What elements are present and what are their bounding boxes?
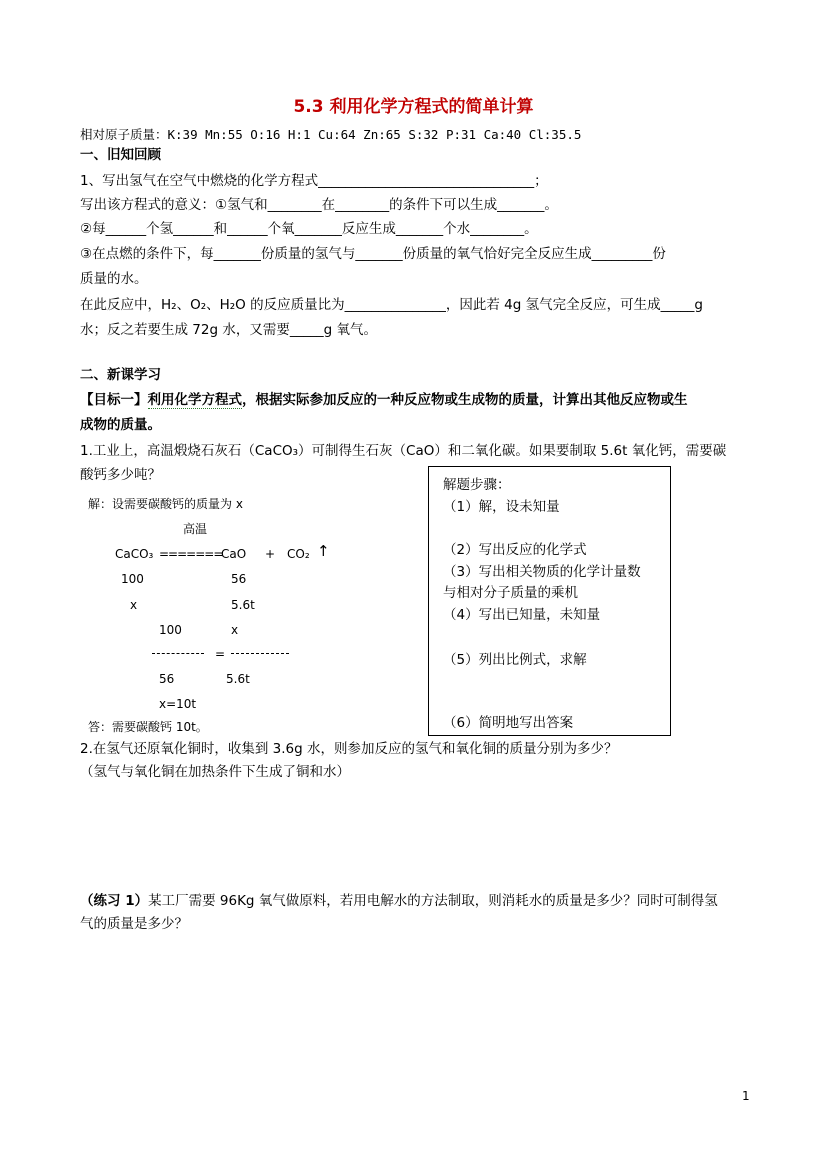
- q2-line2: （氢气与氧化铜在加热条件下生成了铜和水）: [80, 764, 350, 780]
- mass-56: 56: [231, 572, 247, 586]
- q1-line1: 1.工业上，高温煅烧石灰石（CaCO₃）可制得生石灰（CaO）和二氧化碳。如果要制取 5.6t 氧化钙，需要碳: [80, 443, 727, 459]
- exercise-text1: 某工厂需要 96Kg 氧气做原料，若用电解水的方法制取，则消耗水的质量是多少？同时可制得氢: [148, 893, 718, 909]
- step-1: （1）解，设未知量: [443, 499, 560, 515]
- step-6: （6）简明地写出答案: [443, 715, 574, 731]
- q2-line1: 2.在氢气还原氧化铜时，收集到 3.6g 水，则参加反应的氢气和氧化铜的质量分别为多少？: [80, 741, 618, 757]
- goal-line1: [80, 391, 688, 409]
- eq-plus: +: [265, 547, 276, 561]
- solution-intro: 解：设需要碳酸钙的质量为 x: [88, 497, 243, 511]
- step-3-cont: 与相对分子质量的乘机: [443, 585, 578, 601]
- s1-line1: 1、写出氢气在空气中燃烧的化学方程式________________________________；: [80, 173, 548, 189]
- section1-heading: 一、旧知回顾: [80, 147, 161, 163]
- goal-prefix: 【目标一】: [80, 392, 148, 408]
- s1-line2: 写出该方程式的意义：①氢气和________在________的条件下可以生成_______。: [80, 197, 558, 213]
- eq-co2: CO₂: [287, 547, 310, 561]
- mass-100: 100: [121, 572, 144, 586]
- step-4: （4）写出已知量，未知量: [443, 607, 601, 623]
- goal-rest1: ，根据实际参加反应的一种反应物或生成物的质量，计算出其他反应物或生: [242, 392, 688, 408]
- step-5: （5）列出比例式，求解: [443, 652, 587, 668]
- exercise-line1: [80, 892, 718, 910]
- step-3: （3）写出相关物质的化学计量数: [443, 564, 641, 580]
- answer: 答：需要碳酸钙 10t。: [88, 720, 208, 734]
- section2-heading: 二、新课学习: [80, 367, 161, 383]
- mass-x: x: [130, 598, 138, 612]
- steps-title: 解题步骤：: [443, 477, 511, 493]
- goal-line2: 成物的质量。: [80, 417, 161, 433]
- ratio-100: 100: [159, 623, 182, 637]
- reaction-condition: 高温: [183, 522, 208, 536]
- ratio-5-6t: 5.6t: [226, 672, 250, 686]
- eq-arrow: =======: [159, 547, 223, 561]
- eq-caco3: CaCO₃: [115, 547, 154, 561]
- s1-line3: ②每______个氢______和______个氧_______反应生成_______个水________。: [80, 221, 538, 237]
- gas-arrow-icon: ↑: [317, 542, 330, 560]
- page-title: 5.3 利用化学方程式的简单计算: [293, 97, 534, 117]
- exercise-prefix: （练习 1）: [80, 893, 149, 909]
- s1-line7: 水；反之若要生成 72g 水，又需要_____g 氧气。: [80, 322, 377, 338]
- s1-line6: 在此反应中，H₂、O₂、H₂O 的反应质量比为_______________，因此若 4g 氢气完全反应，可生成_____g: [80, 297, 703, 313]
- step-2: （2）写出反应的化学式: [443, 542, 587, 558]
- page-number: 1: [742, 1089, 750, 1103]
- atomic-masses: 相对原子质量：K:39 Mn:55 O:16 H:1 Cu:64 Zn:65 S:32 P:31 Ca:40 Cl:35.5: [80, 127, 582, 142]
- q1-line2: 酸钙多少吨？: [80, 467, 161, 483]
- fraction-bar-right: [231, 653, 289, 654]
- ratio-x: x: [231, 623, 239, 637]
- fraction-bar-left: [152, 653, 204, 654]
- ratio-56: 56: [159, 672, 175, 686]
- s1-line5: 质量的水。: [80, 271, 148, 287]
- goal-underlined: 利用化学方程式: [147, 392, 242, 408]
- solution-steps-box: [428, 466, 671, 736]
- s1-line4: ③在点燃的条件下，每_______份质量的氢气与_______份质量的氧气恰好完全反应生成_________份: [80, 246, 666, 262]
- ratio-equals: =: [215, 647, 226, 661]
- mass-5-6t: 5.6t: [231, 598, 255, 612]
- result: x=10t: [159, 697, 197, 711]
- exercise-line2: 气的质量是多少？: [80, 916, 188, 932]
- eq-cao: CaO: [221, 547, 247, 561]
